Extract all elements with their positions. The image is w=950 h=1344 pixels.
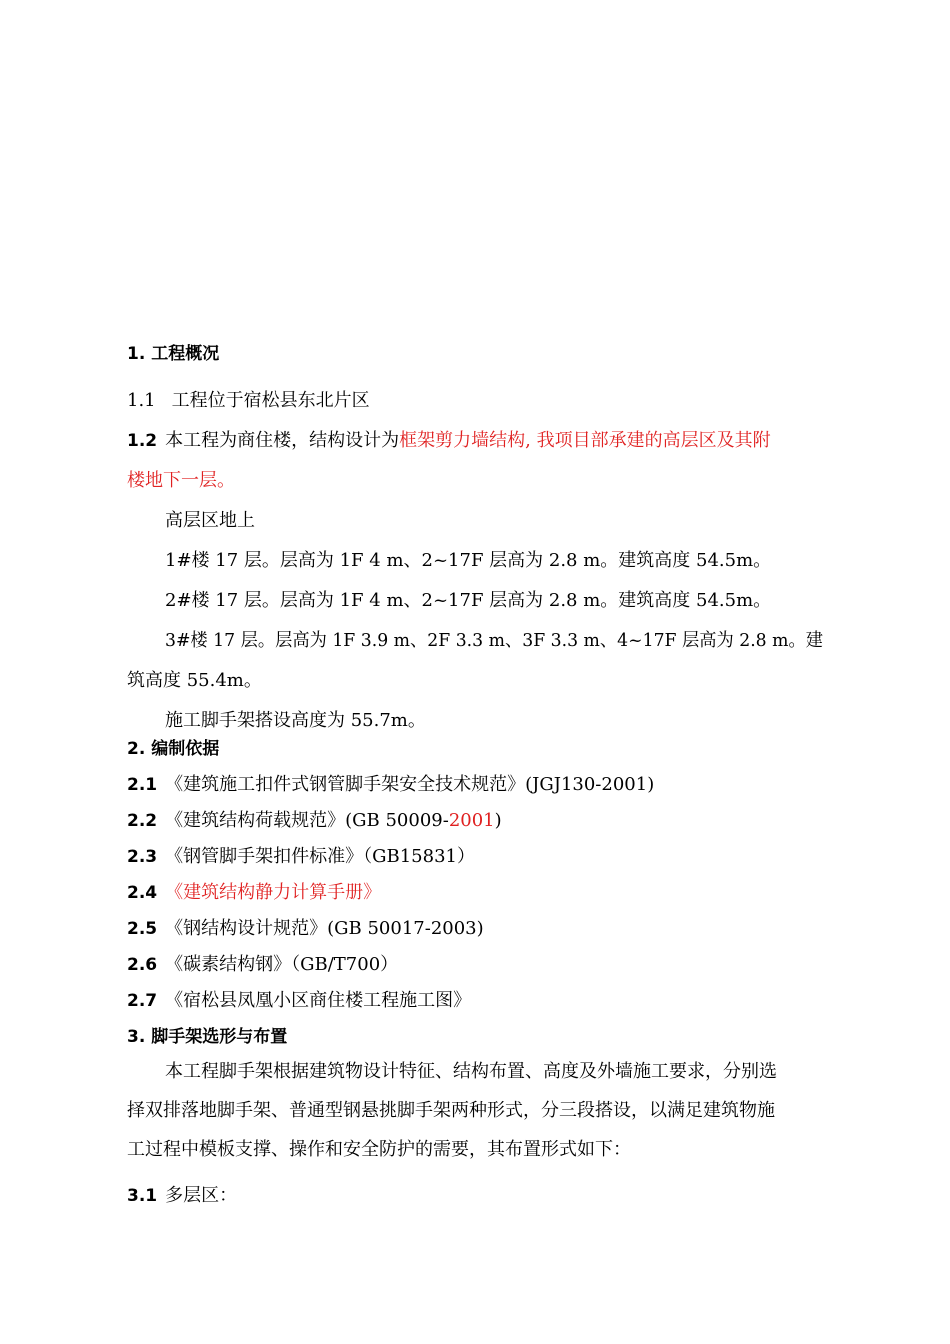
list-item bbox=[127, 881, 381, 905]
paragraph-number: 1.2 bbox=[127, 431, 158, 451]
list-item bbox=[127, 989, 471, 1013]
paragraph-3-1 bbox=[127, 1184, 237, 1208]
list-number: 2.2 bbox=[127, 811, 158, 831]
list-number: 2.1 bbox=[127, 775, 158, 795]
list-item bbox=[127, 845, 475, 869]
paragraph-building-3-continued: 筑高度 55.4m。 bbox=[127, 670, 262, 691]
paragraph-highrise: 高层区地上 bbox=[165, 510, 255, 531]
list-item bbox=[127, 809, 502, 833]
paragraph-3-line-2: 择双排落地脚手架、普通型钢悬挑脚手架两种形式，分三段搭设，以满足建筑物施 bbox=[127, 1100, 775, 1121]
list-number: 2.6 bbox=[127, 955, 158, 975]
paragraph-text: 工程位于宿松县东北片区 bbox=[171, 390, 370, 411]
paragraph-building-3: 3#楼 17 层。层高为 1F 3.9 m、2F 3.3 m、3F 3.3 m、4~17F 层高为 2.8 m。建 bbox=[165, 630, 824, 651]
paragraph-1-2 bbox=[127, 429, 771, 453]
section-1-heading: 1. 工程概况 bbox=[127, 344, 220, 364]
highlighted-text: , 我项目部承建的高层区及其附 bbox=[525, 430, 771, 451]
list-text: 《碳素结构钢》（GB/T700） bbox=[165, 954, 399, 975]
list-number: 2.7 bbox=[127, 991, 158, 1011]
list-number: 2.3 bbox=[127, 847, 158, 867]
list-number: 2.5 bbox=[127, 919, 158, 939]
highlighted-text: 框架剪力墙结构 bbox=[399, 430, 526, 451]
paragraph-building-1: 1#楼 17 层。层高为 1F 4 m、2~17F 层高为 2.8 m。建筑高度 54.5m。 bbox=[165, 550, 772, 571]
list-text: 《建筑结构荷载规范》(GB 50009- bbox=[165, 810, 449, 831]
paragraph-building-2: 2#楼 17 层。层高为 1F 4 m、2~17F 层高为 2.8 m。建筑高度 54.5m。 bbox=[165, 590, 772, 611]
list-text: 《钢管脚手架扣件标准》（GB15831） bbox=[165, 846, 475, 867]
section-2-heading: 2. 编制依据 bbox=[127, 739, 220, 759]
highlighted-text: 2001 bbox=[448, 810, 495, 831]
paragraph-scaffold-height: 施工脚手架搭设高度为 55.7m。 bbox=[165, 710, 426, 731]
paragraph-number: 1.1 bbox=[127, 390, 156, 411]
list-number: 2.4 bbox=[127, 883, 158, 903]
list-text: 《钢结构设计规范》(GB 50017-2003) bbox=[165, 918, 484, 939]
list-text: 《建筑施工扣件式钢管脚手架安全技术规范》(JGJ130-2001) bbox=[165, 774, 655, 795]
paragraph-3-line-3: 工过程中模板支撑、操作和安全防护的需要，其布置形式如下： bbox=[127, 1139, 631, 1160]
list-item bbox=[127, 917, 484, 941]
list-item bbox=[127, 953, 398, 977]
list-text: 《宿松县凤凰小区商住楼工程施工图》 bbox=[165, 990, 472, 1011]
paragraph-text: 本工程为商住楼，结构设计为 bbox=[165, 430, 400, 451]
list-item bbox=[127, 773, 654, 797]
list-text: ) bbox=[494, 810, 502, 831]
paragraph-text: 多层区： bbox=[165, 1185, 238, 1206]
highlighted-text: 《建筑结构静力计算手册》 bbox=[165, 882, 382, 903]
paragraph-3-line-1: 本工程脚手架根据建筑物设计特征、结构布置、高度及外墙施工要求，分别选 bbox=[165, 1061, 777, 1082]
paragraph-1-1 bbox=[127, 389, 370, 413]
paragraph-number: 3.1 bbox=[127, 1186, 158, 1206]
paragraph-1-2-continued: 楼地下一层。 bbox=[127, 470, 235, 491]
section-3-heading: 3. 脚手架选形与布置 bbox=[127, 1027, 288, 1047]
